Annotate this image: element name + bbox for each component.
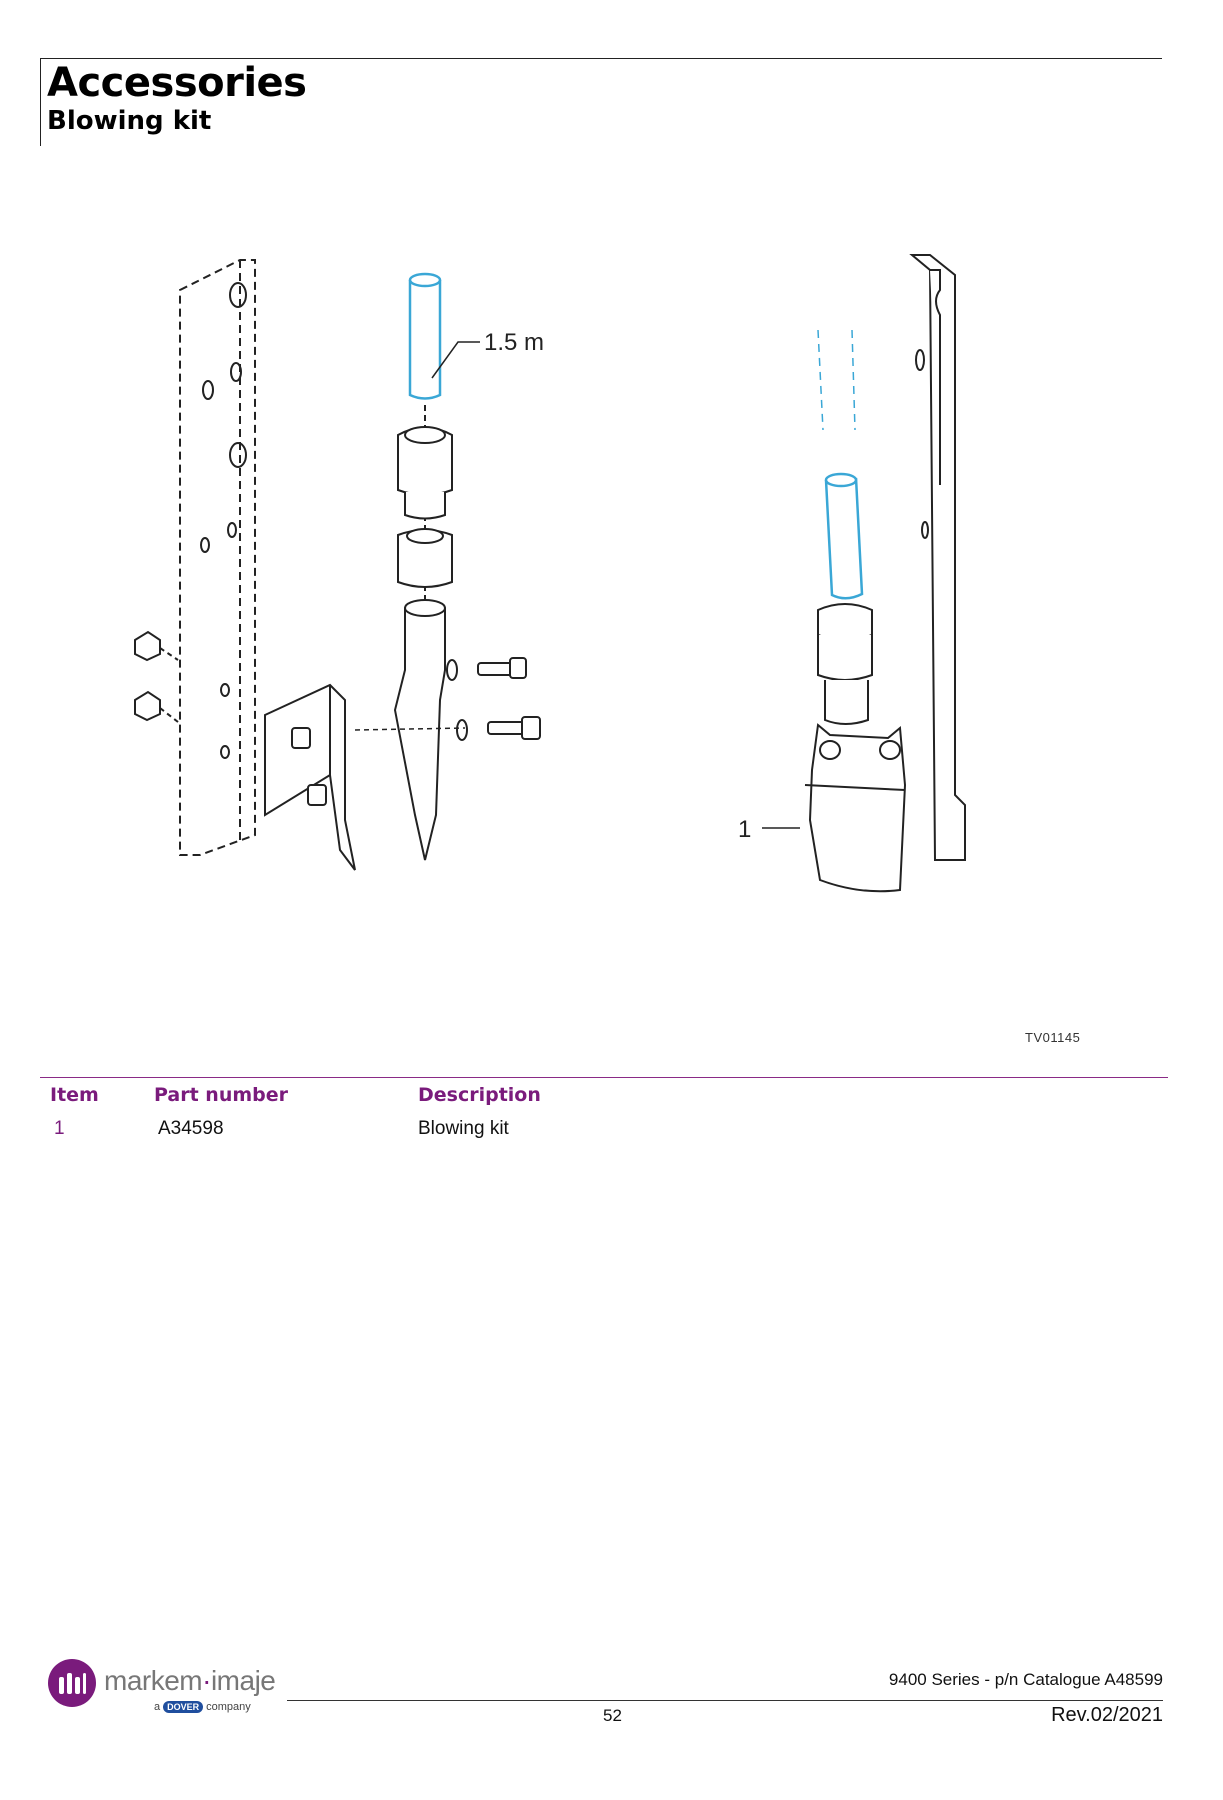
assembly-right: [805, 604, 905, 891]
catalogue-reference: 9400 Series - p/n Catalogue A48599: [888, 1670, 1163, 1689]
tube-dashed-right: [818, 330, 855, 430]
screws-left: [135, 632, 178, 722]
markem-imaje-logo: [48, 1655, 288, 1717]
logo-mark-icon: [48, 1659, 96, 1707]
col-header-item: Item: [50, 1084, 99, 1106]
tube-length-label: 1.5 m: [484, 329, 545, 356]
col-header-description: Description: [418, 1084, 541, 1106]
tube-left: [410, 274, 440, 399]
table-rule: [40, 1077, 1168, 1078]
page-number: 52: [603, 1706, 622, 1725]
exploded-assembly-figure: [0, 230, 1223, 1060]
col-header-part-number: Part number: [154, 1084, 289, 1106]
footer-rule: [287, 1700, 1163, 1701]
mounting-plate-dashed: [180, 260, 255, 855]
header-rule: [40, 58, 1162, 59]
cell-item: 1: [54, 1118, 65, 1139]
mounting-plate-right: [912, 255, 965, 860]
tube-right: [826, 474, 862, 598]
figure-code: TV01145: [1025, 1030, 1081, 1045]
logo-tagline: a DOVER company: [154, 1701, 251, 1713]
cell-description: Blowing kit: [418, 1118, 509, 1139]
page-subtitle: Blowing kit: [47, 106, 212, 136]
bracket: [265, 685, 355, 870]
logo-wordmark: markem·imaje: [104, 1665, 276, 1696]
page-title: Accessories: [47, 60, 307, 106]
header-side-rule: [40, 58, 41, 146]
revision: Rev.02/2021: [1051, 1704, 1163, 1726]
cell-part-number: A34598: [158, 1118, 224, 1139]
nozzle: [395, 600, 467, 860]
fittings-left: [398, 405, 452, 620]
item-callout-1: 1: [738, 816, 752, 843]
